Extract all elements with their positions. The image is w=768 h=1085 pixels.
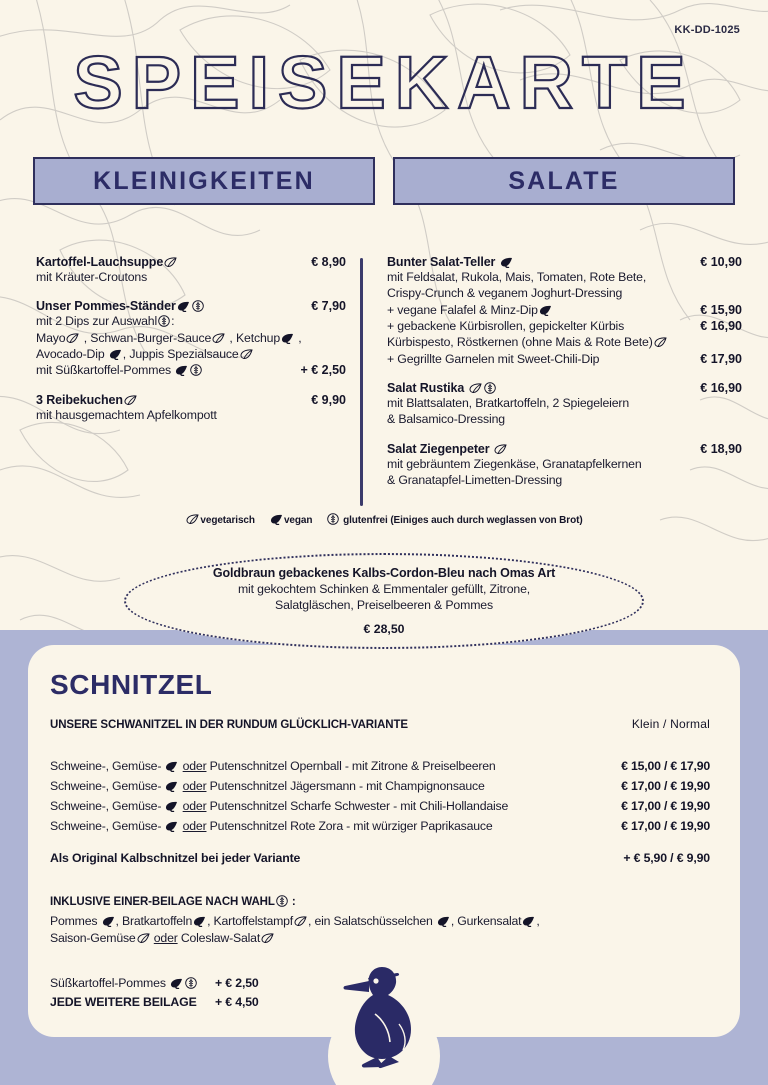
- menu-item-description: mit Kräuter-Croutons: [36, 270, 148, 284]
- vegetarisch-icon: [164, 257, 177, 268]
- menu-item: [387, 442, 742, 489]
- menu-item-title-row: [36, 393, 346, 407]
- menu-item-name: Unser Pommes-Ständer: [36, 299, 205, 313]
- schnitzel-heading: SCHNITZEL: [50, 669, 213, 700]
- menu-item-addon-name: Kürbispesto, Röstkernen (ohne Mais & Rote Bete): [387, 334, 668, 350]
- menu-item-title-row: [387, 442, 742, 456]
- schnitzel-row-label: Schweine-, Gemüse- oder Putenschnitzel Rote Zora - mit würziger Paprikasauce: [50, 818, 493, 833]
- schnitzel-row: [50, 777, 718, 797]
- beilage-heading: INKLUSIVE EINER-BEILAGE NACH WAHL :: [50, 895, 296, 908]
- glutenfrei-icon: [276, 895, 288, 907]
- legend-vegan: vegan: [261, 515, 312, 526]
- oder-text: oder: [182, 759, 207, 773]
- beilage-extra-row: [50, 993, 350, 1012]
- menu-item-addon-name: + vegane Falafel & Minz-Dip: [387, 302, 553, 318]
- menu-item-description: & Balsamico-Dressing: [387, 412, 505, 427]
- oder-text: oder: [182, 778, 207, 793]
- menu-item-title-row: [387, 255, 742, 269]
- menu-item: [387, 255, 742, 367]
- banner-salate-label: SALATE: [508, 166, 620, 195]
- glutenfrei-icon: [158, 315, 170, 327]
- menu-code: KK-DD-1025: [674, 24, 740, 36]
- menu-item-addon-row: [387, 334, 742, 350]
- banner-kleinigkeiten-label: KLEINIGKEITEN: [93, 166, 315, 195]
- vegetarisch-icon: [494, 444, 507, 455]
- banner-salate: [393, 157, 735, 205]
- vegetarisch-icon: [124, 395, 137, 406]
- schnitzel-kalb-label: Als Original Kalbschnitzel bei jeder Variante: [50, 850, 301, 865]
- menu-item-description: mit Blattsalaten, Bratkartoffeln, 2 Spiegeleiern: [387, 396, 630, 411]
- vegan-icon: [165, 821, 178, 832]
- menu-item-addon-row: [36, 362, 346, 378]
- vegetarisch-icon: [137, 933, 150, 944]
- schnitzel-kalb-row: [50, 851, 718, 865]
- glutenfrei-icon: [484, 382, 496, 394]
- menu-item-description: Mayo , Schwan-Burger-Sauce , Ketchup ,: [36, 330, 302, 345]
- schnitzel-size-header: Klein / Normal: [631, 717, 710, 731]
- vegetarisch-icon: [66, 333, 79, 344]
- glutenfrei-icon: [327, 513, 339, 525]
- menu-item-name: Salat Rustika: [387, 381, 497, 395]
- vegetarisch-icon: [654, 337, 667, 348]
- vegetarisch-icon: [261, 933, 274, 944]
- schnitzel-row-label: Schweine-, Gemüse- oder Putenschnitzel Scharfe Schwester - mit Chili-Hollandaise: [50, 798, 509, 813]
- menu-item-description: Avocado-Dip , Juppis Spezialsauce: [36, 346, 346, 362]
- section-banners: [33, 157, 735, 205]
- special-price: € 28,50: [363, 622, 405, 637]
- menu-item: [387, 381, 742, 428]
- glutenfrei-icon: [185, 977, 197, 989]
- special-line-1: mit gekochtem Schinken & Emmentaler gefüllt, Zitrone,: [237, 581, 531, 596]
- vegan-icon: [193, 916, 206, 927]
- page-title: [0, 41, 768, 124]
- menu-item-price: € 16,90: [700, 381, 742, 396]
- menu-item: [36, 393, 346, 423]
- menu-item-title-row: [36, 255, 346, 269]
- menu-item-addon-row: [387, 302, 742, 318]
- special-cordon-bleu: [124, 553, 644, 649]
- schnitzel-row: [50, 817, 718, 837]
- menu-item-addon-name: + gebackene Kürbisrollen, gepickelter Kürbis: [387, 319, 625, 334]
- glutenfrei-icon: [192, 300, 204, 312]
- vegan-icon: [102, 916, 115, 927]
- vegan-icon: [175, 365, 188, 376]
- vegetarisch-icon: [186, 514, 199, 525]
- page-title-text: SPEISEKARTE: [73, 41, 695, 124]
- beilage-extra-name: Süßkartoffel-Pommes: [50, 974, 215, 993]
- schnitzel-row-price: € 17,00 / € 19,90: [621, 778, 710, 793]
- menu-item-addon-name: mit Süßkartoffel-Pommes: [36, 362, 203, 378]
- goose-logo-icon: [339, 962, 429, 1070]
- menu-item-addon-name: + Gegrillte Garnelen mit Sweet-Chili-Dip: [387, 351, 600, 366]
- vegan-icon: [170, 978, 183, 989]
- beilage-options: [50, 913, 718, 948]
- menu-item-price: € 18,90: [700, 441, 742, 456]
- dietary-legend: [0, 513, 768, 526]
- oder-text: oder: [153, 931, 178, 946]
- vegan-icon: [177, 301, 190, 312]
- menu-item-price: € 8,90: [311, 255, 346, 269]
- oder-text: oder: [182, 818, 207, 833]
- menu-item-title-row: [36, 299, 346, 313]
- vegan-icon: [281, 333, 294, 344]
- schnitzel-row: [50, 797, 718, 817]
- menu-columns: [0, 255, 768, 506]
- beilage-extra-price: + € 4,50: [215, 994, 259, 1009]
- schnitzel-row-price: € 15,00 / € 17,90: [621, 759, 710, 773]
- schnitzel-kalb-price: + € 5,90 / € 9,90: [623, 850, 710, 865]
- menu-item-addon-price: € 17,90: [700, 351, 742, 366]
- menu-item-addon-price: € 15,90: [700, 302, 742, 317]
- legend-vegetarisch: vegetarisch: [185, 515, 255, 526]
- column-salate: [363, 255, 768, 506]
- menu-item-addon-price: € 16,90: [700, 319, 742, 334]
- menu-item-addon-price: + € 2,50: [300, 363, 346, 378]
- menu-item-title-row: [387, 381, 742, 395]
- beilage-extra-row: [50, 974, 350, 993]
- menu-item-description: Crispy-Crunch & veganem Joghurt-Dressing: [387, 286, 623, 301]
- menu-item-price: € 7,90: [311, 299, 346, 314]
- menu-item-description: mit 2 Dips zur Auswahl :: [36, 314, 175, 329]
- vegetarisch-icon: [294, 916, 307, 927]
- schnitzel-row-label: Schweine-, Gemüse- oder Putenschnitzel Opernball - mit Zitrone & Preiselbeeren: [50, 759, 496, 773]
- legend-glutenfrei: glutenfrei (Einiges auch durch weglassen von Brot): [318, 515, 582, 526]
- menu-item-price: € 10,90: [700, 255, 742, 269]
- schnitzel-subtitle-row: [50, 717, 718, 731]
- schnitzel-item-list: [50, 757, 718, 837]
- menu-item-name: Bunter Salat-Teller: [387, 255, 514, 269]
- vegetarisch-icon: [212, 333, 225, 344]
- special-title: Goldbraun gebackenes Kalbs-Cordon-Bleu nach Omas Art: [212, 565, 556, 580]
- schnitzel-subtitle: UNSERE SCHWANITZEL IN DER RUNDUM GLÜCKLICH-VARIANTE: [50, 719, 408, 731]
- vegan-icon: [165, 781, 178, 792]
- oder-text: oder: [182, 798, 207, 813]
- menu-item: [36, 255, 346, 285]
- menu-item-description: mit gebräuntem Ziegenkäse, Granatapfelkernen: [387, 456, 642, 471]
- menu-item-description: & Granatapfel-Limetten-Dressing: [387, 473, 563, 488]
- beilage-extra-name: JEDE WEITERE BEILAGE: [50, 994, 197, 1009]
- vegetarisch-icon: [240, 349, 253, 360]
- menu-item-price: € 9,90: [311, 392, 346, 407]
- vegan-icon: [165, 761, 178, 772]
- menu-item: [36, 299, 346, 378]
- beilage-extra-price: + € 2,50: [215, 975, 259, 990]
- beilage-line-2: Saison-Gemüse oder Coleslaw-Salat: [50, 930, 718, 947]
- schnitzel-row-price: € 17,00 / € 19,90: [621, 818, 710, 833]
- banner-kleinigkeiten: [33, 157, 375, 205]
- beilage-extras-list: [50, 974, 350, 1012]
- column-kleinigkeiten: [0, 255, 360, 506]
- vegan-icon: [539, 305, 552, 316]
- beilage-line-1: Pommes , Bratkartoffeln , Kartoffelstampf , ein Salatschüsselchen , Gurkensalat ,: [50, 913, 540, 928]
- menu-item-description: mit Feldsalat, Rukola, Mais, Tomaten, Rote Bete,: [387, 270, 647, 284]
- special-line-2: Salatgläschen, Preiselbeeren & Pommes: [275, 597, 493, 612]
- vegan-icon: [437, 916, 450, 927]
- vegan-icon: [270, 514, 283, 525]
- vegan-icon: [500, 257, 513, 268]
- schnitzel-row-label: Schweine-, Gemüse- oder Putenschnitzel Jägersmann - mit Champignonsauce: [50, 778, 485, 793]
- vegan-icon: [109, 349, 122, 360]
- vegan-icon: [165, 801, 178, 812]
- schnitzel-row: [50, 757, 718, 777]
- menu-item-addon-row: [387, 351, 742, 367]
- menu-item-name: Salat Ziegenpeter: [387, 442, 508, 456]
- schnitzel-row-price: € 17,00 / € 19,90: [621, 798, 710, 813]
- menu-item-addon-row: [387, 318, 742, 334]
- glutenfrei-icon: [190, 364, 202, 376]
- menu-item-name: Kartoffel-Lauchsuppe: [36, 255, 178, 269]
- menu-item-description: mit hausgemachtem Apfelkompott: [36, 407, 217, 422]
- vegetarisch-icon: [469, 383, 482, 394]
- vegan-icon: [522, 916, 535, 927]
- menu-item-name: 3 Reibekuchen: [36, 393, 138, 407]
